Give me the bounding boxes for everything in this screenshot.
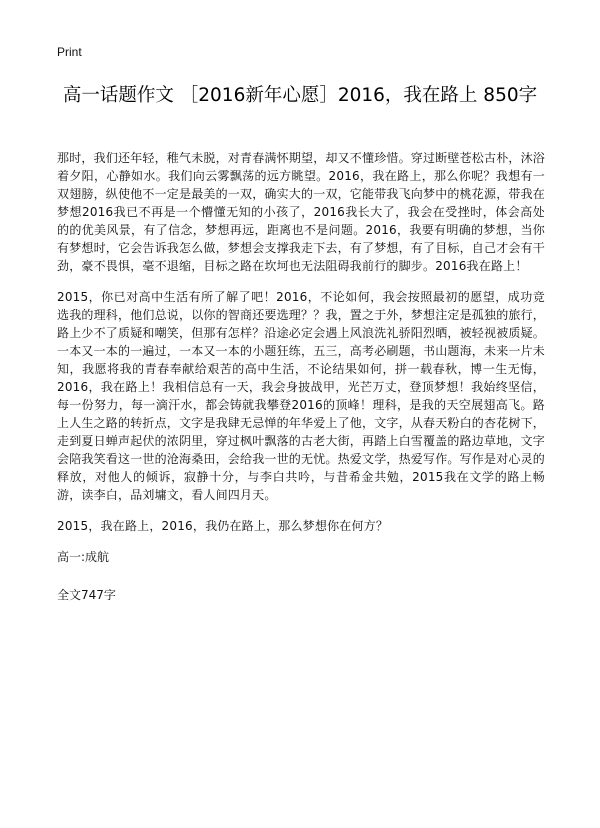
paragraph-3: 2015，我在路上，2016，我仍在路上，那么梦想你在何方？ [57,519,389,533]
article-body [57,149,545,604]
paragraph-1: 那时，我们还年轻，稚气未脱，对青春满怀期望，却又不懂珍惜。穿过断壁苍松古朴，沐浴着夕阳，心静如水。我们向云雾飘荡的远方眺望。2016，我在路上，那么你呢？我想有一双翅膀，纵使他不一定是最美的一双，确实大的一双，它能带我飞向梦中的桃花源，带我在梦想2016我已不再是一个懵懂无知的小孩了，2016我长大了，我会在受挫时，体会高处的的优美风景，有了信念，梦想再远，距离也不是问题。2016，我要有明确的梦想，当你有梦想时，它会告诉我怎么做，梦想会支撑我走下去，有了梦想，有了目标，自己才会有干劲，豪不畏惧，毫不退缩，目标之路在坎坷也无法阻碍我前行的脚步。2016我在路上！ [57,151,546,273]
page-title: 高一话题作文 ［2016新年心愿］2016，我在路上 850字 [62,85,538,106]
print-link[interactable]: Print [57,45,82,59]
paragraph-2: 2015，你已对高中生活有所了解了吧！2016，不论如何，我会按照最初的愿望，成功竞选我的理科，他们总说，以你的智商还要选理？？我，置之于外，梦想注定是孤独的旅行，路上少不了质疑和嘲笑，但那有怎样？沿途必定会遇上风浪洗礼骄阳烈晒，被轻视被质疑。一本又一本的一遍过，一本又一本的小题狂练，五三，高考必刷题，书山题海，未来一片未知，我愿将我的青春奉献给艰苦的高中生活，不论结果如何，拼一载春秋，博一生无悔，2016，我在路上！我相信总有一天，我会身披战甲，光芒万丈，登顶梦想！我始终坚信，每一份努力，每一滴汗水，都会铸就我攀登2016的顶峰！理科，是我的天空展翅高飞。路上人生之路的转折点，文字是我肆无忌惮的年华爱上了他，文字，从春天粉白的杏花树下，走到夏日蝉声起伏的浓阴里，穿过枫叶飘落的古老大街，再踏上白雪覆盖的路边草地，文字会陪我笑看这一世的沧海桑田，会给我一世的无忧。热爱文学，热爱写作。写作是对心灵的释放，对他人的倾诉，寂静十分，与李白共吟，与昔希金共勉，2015我在文学的路上畅游，读李白，品刘墉文，看人间四月天。 [57,290,546,502]
word-count: 全文747字 [57,588,116,602]
author-line: 高一:成航 [57,550,110,564]
